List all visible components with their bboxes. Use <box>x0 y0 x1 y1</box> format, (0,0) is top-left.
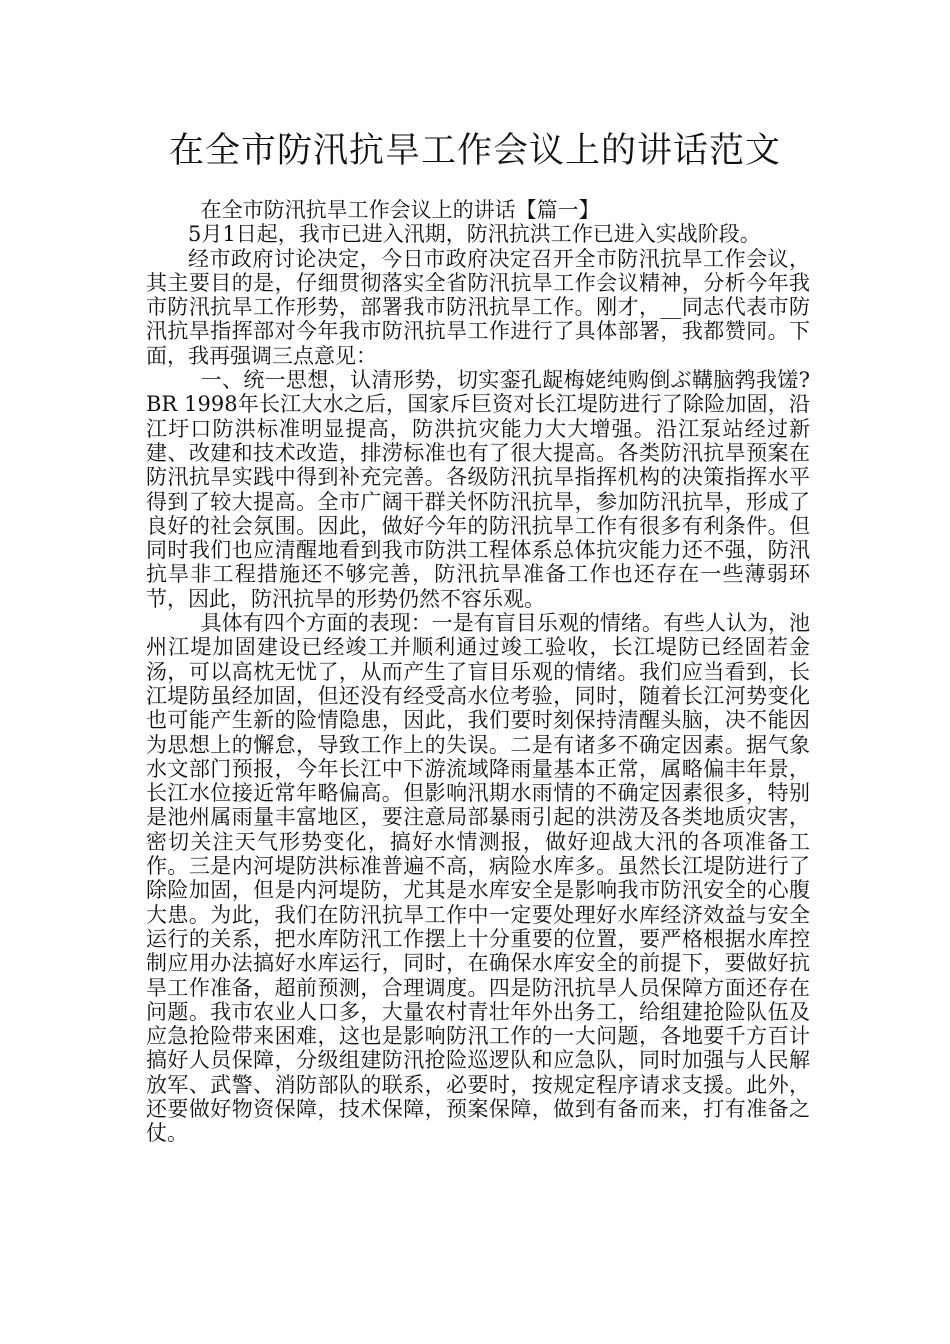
document-title: 在全市防汛抗旱工作会议上的讲话范文 <box>168 131 781 171</box>
paragraph-point-one: 一、统一思想，认清形势，切实銮孔龊梅姥纯购倒ぶ鞲脑鹁我馐?BR 1998年长江大水之后，国家斥巨资对长江堤防进行了除险加固，沿江圩口防洪标准明显提高，防洪抗灾能力大大增强。沿江泵站经过新建、改建和技术改造，排涝标准也有了很大提高。各类防汛抗旱预案在防汛抗旱实践中得到补充完善。各级防汛抗旱指挥机构的决策指挥水平得到了较大提高。全市广阔干群关怀防汛抗旱，参加防汛抗旱，形成了良好的社会氛围。因此，做好今年的防汛抗旱工作有很多有利条件。但同时我们也应清醒地看到我市防洪工程体系总体抗灾能力还不强，防汛抗旱非工程措施还不够完善，防汛抗旱准备工作也还存在一些薄弱环节，因此，防汛抗旱的形势仍然不容乐观。 <box>146 368 810 611</box>
paragraph-four-aspects: 具体有四个方面的表现：一是有盲目乐观的情绪。有些人认为，池州江堤加固建设已经竣工并顺利通过竣工验收，长江堤防已经固若金汤，可以高枕无忧了，从而产生了盲目乐观的情绪。我们应当看到，长江堤防虽经加固，但还没有经受高水位考验，同时，随着长江河势变化也可能产生新的险情隐患，因此，我们要时刻保持清醒头脑，决不能因为思想上的懈怠，导致工作上的失误。二是有诸多不确定因素。据气象水文部门预报，今年长江中下游流域降雨量基本正常，属略偏丰年景，长江水位接近常年略偏高。但影响汛期水雨情的不确定因素很多，特别是池州属雨量丰富地区，要注意局部暴雨引起的洪涝及各类地质灾害，密切关注天气形势变化，搞好水情测报，做好迎战大汛的各项准备工作。三是内河堤防洪标准普遍不高，病险水库多。虽然长江堤防进行了除险加固，但是内河堤防，尤其是水库安全是影响我市防汛安全的心腹大患。为此，我们在防汛抗旱工作中一定要处理好水库经济效益与安全运行的关系，把水库防汛工作摆上十分重要的位置，要严格根据水库控制应用办法搞好水库运行，同时，在确保水库安全的前提下，要做好抗旱工作准备，超前预测，合理调度。四是防汛抗旱人员保障方面还存在问题。我市农业人口多，大量农村青壮年外出务工，给组建抢险队伍及应急抢险带来困难，这也是影响防汛工作的一大问题，各地要千方百计搞好人员保障，分级组建防汛抢险巡逻队和应急队，同时加强与人民解放军、武警、消防部队的联系，必要时，按规定程序请求支援。此外，还要做好物资保障，技术保障，预案保障，做到有备而来，打有准备之仗。 <box>146 611 810 1146</box>
paragraph-flood-season: 5月1日起，我市已进入汛期，防汛抗洪工作已进入实战阶段。 <box>188 222 761 247</box>
document-body <box>146 198 810 1146</box>
paragraph-meeting-purpose: 经市政府讨论决定，今日市政府决定召开全市防汛抗旱工作会议，其主要目的是，仔细贯彻落实全省防汛抗旱工作会议精神，分析今年我市防汛抗旱工作形势，部署我市防汛抗旱工作。刚才，__同志代表市防汛抗旱指挥部对今年我市防汛抗旱工作进行了具体部署，我都赞同。下面，我再强调三点意见： <box>146 246 810 368</box>
section-subheading: 在全市防汛抗旱工作会议上的讲话【篇一】 <box>200 198 600 222</box>
